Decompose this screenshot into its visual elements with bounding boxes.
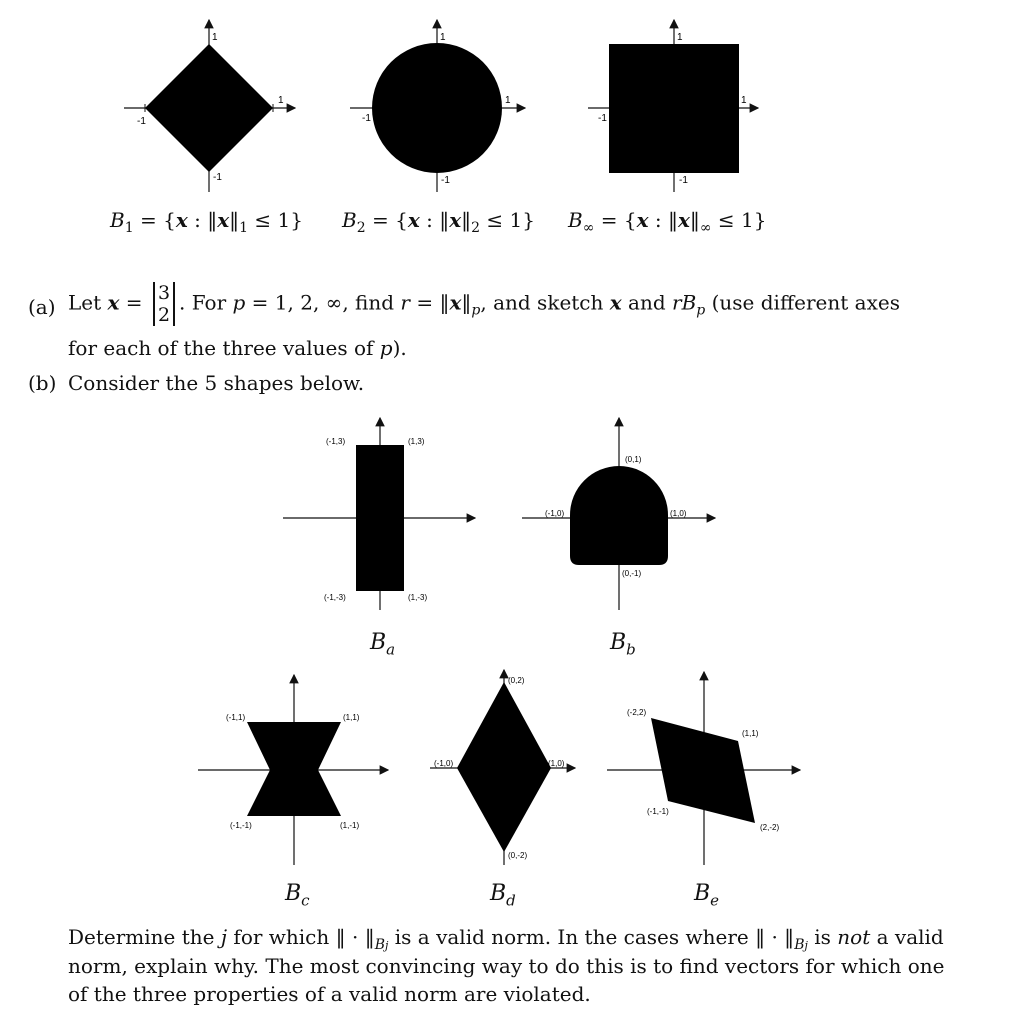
- shape-bd: [430, 670, 575, 865]
- caption-binf: $B_\infty = \{x$ : $‖x‖_\infty \le 1$}: [568, 208, 767, 236]
- label-bd: $B_d$: [490, 881, 516, 910]
- bd-point-right: (1,0): [548, 759, 565, 768]
- be-point-bl: (-1,-1): [647, 807, 669, 816]
- bb-point-top: (0,1): [625, 455, 642, 464]
- closing-line3: of the three properties of a valid norm are violated.: [68, 982, 591, 1006]
- ball-b2: [350, 20, 525, 192]
- closing-line2: norm, explain why. The most convincing way to do this is to find vectors for which one: [68, 954, 945, 978]
- tick-pos-y: 1: [677, 32, 683, 43]
- be-point-tl: (-2,2): [627, 708, 647, 717]
- part-b-text: Consider the 5 shapes below.: [68, 371, 365, 395]
- shape-be: [607, 672, 800, 865]
- tick-pos-y: 1: [212, 32, 218, 43]
- bc-hourglass: [247, 722, 341, 816]
- ba-point-bl: (-1,-3): [324, 593, 346, 602]
- tick-neg-x: -1: [598, 113, 607, 124]
- ball-binf: [588, 20, 758, 192]
- bd-diamond: [457, 682, 551, 852]
- tick-pos-y: 1: [440, 32, 446, 43]
- binf-square: [609, 44, 739, 173]
- label-bc: $B_c$: [285, 881, 310, 910]
- ba-point-br: (1,-3): [408, 593, 428, 602]
- part-a-line2: for each of the three values of p).: [68, 336, 407, 360]
- bd-point-bottom: (0,-2): [508, 851, 528, 860]
- bc-point-br: (1,-1): [340, 821, 360, 830]
- part-a-line1: Let x = 3 2 . For p = 1, 2, ∞, find $r = ‖x‖_p$, and sketch x and $rB_p$ (use different axes: [68, 282, 900, 326]
- tick-neg-y: -1: [441, 175, 450, 186]
- bb-dome: [570, 466, 668, 565]
- part-a-label: (a): [28, 295, 56, 319]
- caption-b2: $B_2 = \{x$ : $‖x‖_2 \le 1$}: [342, 208, 535, 236]
- be-point-br: (2,-2): [760, 823, 780, 832]
- tick-neg-y: -1: [213, 172, 222, 183]
- part-b-label: (b): [28, 371, 57, 395]
- closing-line1: Determine the j for which ‖ · $‖_{Bj}$ is a valid norm. In the cases where ‖ · $‖_{Bj}$ is not a valid: [68, 925, 944, 953]
- shape-bc: [198, 675, 388, 865]
- ba-point-tl: (-1,3): [326, 437, 346, 446]
- tick-neg-y: -1: [679, 175, 688, 186]
- ba-point-tr: (1,3): [408, 437, 425, 446]
- unit-balls-figure: [0, 0, 1013, 200]
- bb-point-right: (1,0): [670, 509, 687, 518]
- tick-pos-x: 1: [278, 95, 284, 106]
- caption-b1: $B_1 = \{x$ : $‖x‖_1 \le 1$}: [110, 208, 303, 236]
- tick-neg-x: -1: [362, 113, 371, 124]
- bc-point-tl: (-1,1): [226, 713, 246, 722]
- shapes-figure: [0, 410, 1013, 910]
- label-bb: $B_b$: [610, 630, 636, 659]
- shape-ba: [283, 418, 475, 610]
- tick-pos-x: 1: [505, 95, 511, 106]
- b2-circle: [372, 43, 502, 173]
- label-ba: $B_a$: [370, 630, 396, 659]
- be-point-tr: (1,1): [742, 729, 759, 738]
- bd-point-left: (-1,0): [434, 759, 454, 768]
- tick-neg-x: -1: [137, 116, 146, 127]
- tick-pos-x: 1: [741, 95, 747, 106]
- label-be: $B_e$: [694, 881, 720, 910]
- vector-x: 3 2: [153, 282, 175, 326]
- bb-point-bottom: (0,-1): [622, 569, 642, 578]
- bc-point-tr: (1,1): [343, 713, 360, 722]
- bc-point-bl: (-1,-1): [230, 821, 252, 830]
- ball-b1: [124, 20, 295, 192]
- bb-point-left: (-1,0): [545, 509, 565, 518]
- ba-rectangle: [356, 445, 404, 591]
- bd-point-top: (0,2): [508, 676, 525, 685]
- b1-diamond: [145, 44, 273, 172]
- shape-bb: [522, 418, 715, 610]
